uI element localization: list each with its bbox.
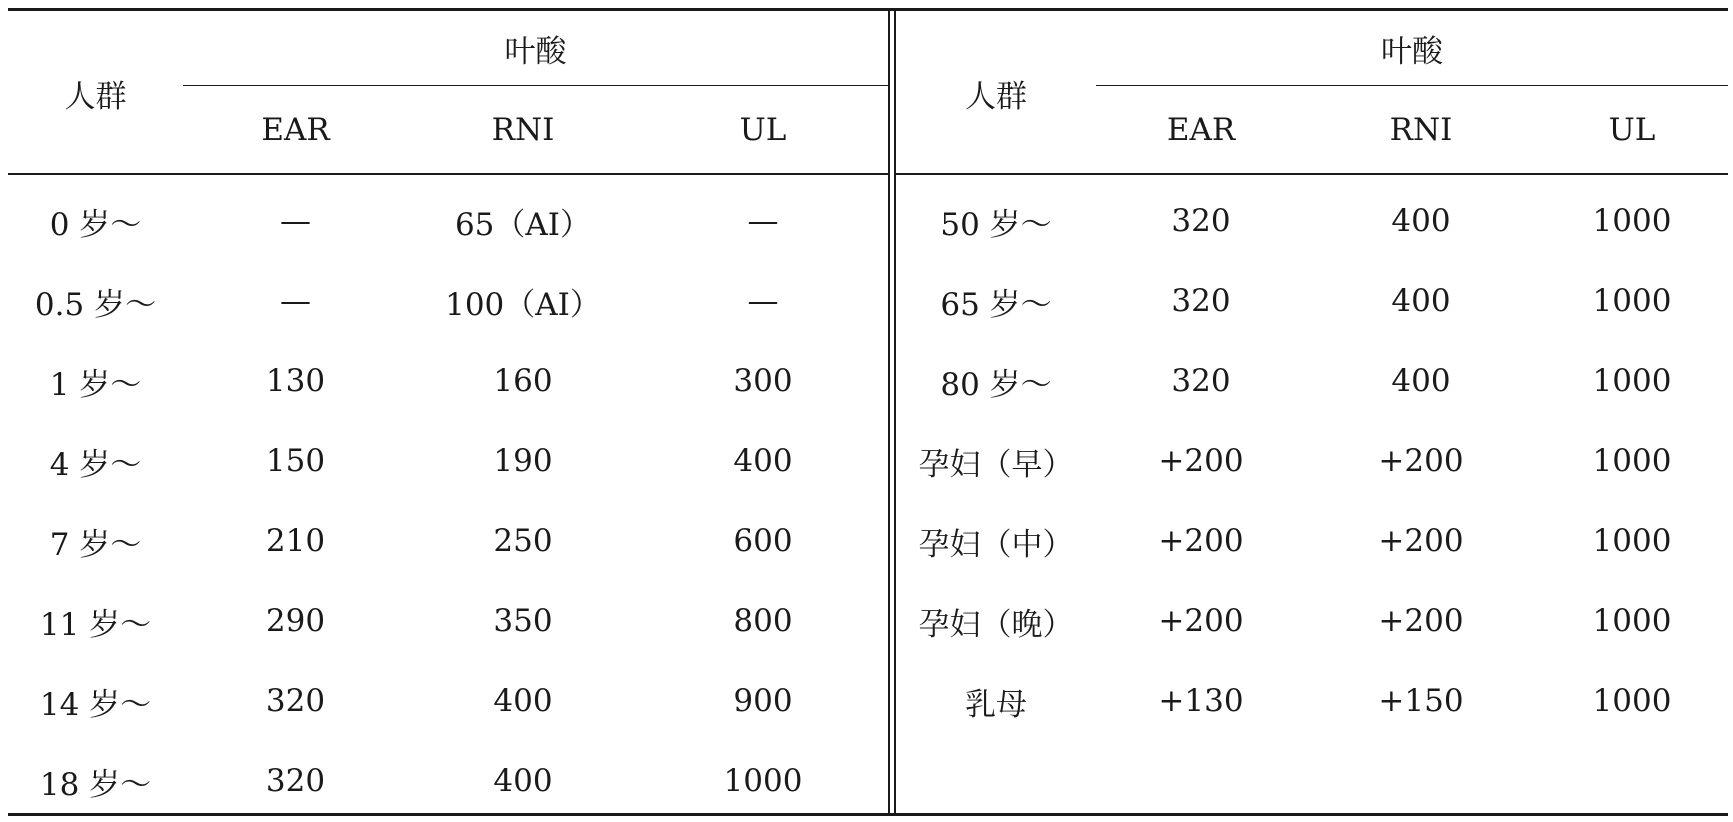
ul-cell: 900 bbox=[733, 683, 793, 719]
group-header: 人群 bbox=[965, 78, 1027, 115]
ear-cell: 130 bbox=[265, 363, 326, 399]
table-right-half bbox=[896, 11, 1728, 813]
ul-cell: 1000 bbox=[1592, 283, 1672, 319]
ul-cell: 1000 bbox=[723, 763, 803, 799]
group-cell: 0 岁～ bbox=[49, 206, 142, 243]
ear-cell: +200 bbox=[1158, 523, 1244, 559]
table-body-right bbox=[896, 175, 1728, 813]
ul-cell: 1000 bbox=[1592, 363, 1672, 399]
ul-cell: 300 bbox=[733, 363, 793, 399]
table-header-left bbox=[8, 11, 888, 175]
ear-cell: 320 bbox=[1171, 203, 1231, 239]
ear-cell: — bbox=[280, 203, 311, 239]
ul-cell: 1000 bbox=[1592, 443, 1672, 479]
table-row bbox=[896, 501, 1728, 581]
table-row bbox=[896, 261, 1728, 341]
ul-cell: 600 bbox=[733, 523, 793, 559]
rni-cell: 160 bbox=[493, 363, 553, 399]
rni-cell: 65（AI） bbox=[454, 206, 592, 243]
ear-cell: 320 bbox=[1171, 283, 1231, 319]
ear-cell: 150 bbox=[265, 443, 326, 479]
ear-cell: 290 bbox=[265, 603, 326, 639]
ul-cell: 800 bbox=[733, 603, 793, 639]
ear-cell: +200 bbox=[1158, 603, 1244, 639]
table-row bbox=[8, 421, 888, 501]
ul-cell: — bbox=[747, 283, 779, 319]
nutrient-header: 叶酸 bbox=[504, 33, 567, 70]
ear-cell: 320 bbox=[265, 763, 326, 799]
table-header-right bbox=[896, 11, 1728, 175]
table-row bbox=[896, 181, 1728, 261]
group-cell: 7 岁～ bbox=[49, 526, 142, 563]
rni-cell: 350 bbox=[493, 603, 553, 639]
group-cell: 14 岁～ bbox=[39, 686, 152, 723]
group-cell: 0.5 岁～ bbox=[34, 286, 157, 323]
group-cell: 孕妇（晚） bbox=[918, 606, 1074, 643]
ear-cell: 320 bbox=[1171, 363, 1231, 399]
group-cell: 1 岁～ bbox=[49, 366, 142, 403]
rni-header: RNI bbox=[491, 112, 555, 148]
ear-header: EAR bbox=[1166, 112, 1236, 148]
group-cell: 65 岁～ bbox=[940, 286, 1052, 323]
table-row bbox=[8, 341, 888, 421]
ul-header: UL bbox=[1608, 112, 1656, 148]
table-body-left bbox=[8, 175, 888, 813]
table-row bbox=[8, 501, 888, 581]
table-row bbox=[8, 661, 888, 741]
ul-cell: 400 bbox=[733, 443, 793, 479]
ear-cell: +200 bbox=[1158, 443, 1244, 479]
ear-header: EAR bbox=[261, 112, 330, 148]
rni-cell: 400 bbox=[1391, 283, 1451, 319]
nutrient-header: 叶酸 bbox=[1381, 33, 1443, 70]
table-row bbox=[8, 261, 888, 341]
table-row bbox=[896, 581, 1728, 661]
rni-cell: +200 bbox=[1378, 523, 1464, 559]
group-cell: 11 岁～ bbox=[39, 606, 152, 643]
table-row bbox=[896, 341, 1728, 421]
rni-cell: 100（AI） bbox=[445, 286, 601, 323]
rni-cell: +150 bbox=[1378, 683, 1464, 719]
ul-cell: 1000 bbox=[1592, 683, 1672, 719]
double-column-divider bbox=[888, 11, 896, 813]
rni-cell: +200 bbox=[1378, 443, 1464, 479]
rni-cell: 250 bbox=[493, 523, 553, 559]
table-row bbox=[8, 181, 888, 261]
table-row bbox=[896, 661, 1728, 741]
ear-cell: — bbox=[280, 283, 311, 319]
group-cell: 80 岁～ bbox=[940, 366, 1052, 403]
rni-cell: 400 bbox=[1391, 363, 1451, 399]
ul-cell: 1000 bbox=[1592, 523, 1672, 559]
group-cell: 50 岁～ bbox=[940, 206, 1052, 243]
rni-cell: 190 bbox=[493, 443, 553, 479]
group-cell: 乳母 bbox=[965, 686, 1027, 723]
table-row bbox=[8, 741, 888, 821]
group-header: 人群 bbox=[64, 78, 127, 115]
group-cell: 孕妇（早） bbox=[918, 446, 1074, 483]
group-cell: 4 岁～ bbox=[49, 446, 142, 483]
table-row bbox=[896, 421, 1728, 501]
table-left-half bbox=[8, 11, 888, 813]
rni-cell: 400 bbox=[493, 763, 553, 799]
ul-header: UL bbox=[739, 112, 787, 148]
rni-cell: +200 bbox=[1378, 603, 1464, 639]
rni-header: RNI bbox=[1389, 112, 1453, 148]
ear-cell: 320 bbox=[265, 683, 326, 719]
group-cell: 18 岁～ bbox=[39, 766, 152, 803]
rni-cell: 400 bbox=[1391, 203, 1451, 239]
ear-cell: +130 bbox=[1158, 683, 1244, 719]
rni-cell: 400 bbox=[493, 683, 553, 719]
ul-cell: 1000 bbox=[1592, 603, 1672, 639]
ear-cell: 210 bbox=[265, 523, 326, 559]
folate-table bbox=[8, 8, 1728, 816]
table-row bbox=[8, 581, 888, 661]
ul-cell: 1000 bbox=[1592, 203, 1672, 239]
group-cell: 孕妇（中） bbox=[918, 526, 1074, 563]
ul-cell: — bbox=[747, 203, 779, 239]
